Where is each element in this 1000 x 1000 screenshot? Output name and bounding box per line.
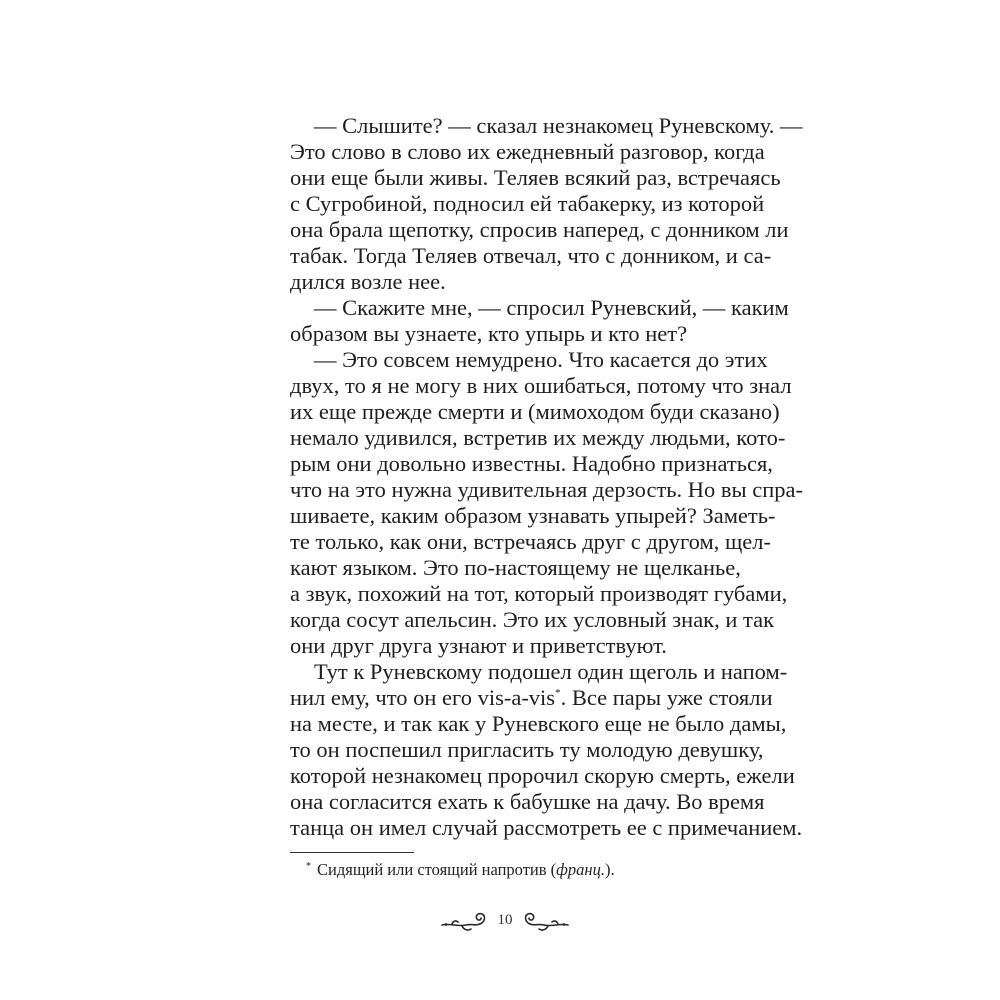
text-line: дился возле нее. (290, 269, 446, 294)
footnote-italic: франц. (556, 860, 605, 879)
text-line: они друг друга узнают и приветствуют. (290, 633, 667, 658)
text-line: образом вы узнаете, кто упырь и кто нет? (290, 321, 688, 346)
left-ornament-icon (440, 907, 488, 937)
footnote-tail: ). (604, 860, 615, 879)
text-line: — Слышите? — сказал незнакомец Руневскому. — (314, 113, 803, 138)
text-line: их еще прежде смерти и (мимоходом буди сказано) (290, 399, 780, 424)
text-line: — Это совсем немудрено. Что касается до этих (314, 347, 768, 372)
text-line: с Сугробиной, подносил ей табакерку, из которой (290, 191, 765, 216)
text-line: шиваете, каким образом узнавать упырей? Заметь- (290, 503, 776, 528)
text-line: немало удивился, встретив их между людьми, кото- (290, 425, 786, 450)
page-number: 10 (497, 912, 513, 928)
text-line: Тут к Руневскому подошел один щеголь и напом- (314, 659, 788, 684)
text-line: двух, то я не могу в них ошибаться, потому что знал (290, 373, 792, 398)
text-line: а звук, похожий на тот, который производят губами, (290, 581, 788, 606)
footnote-marker: * (306, 861, 311, 872)
text-line: танца он имел случай рассмотреть ее с примечанием. (290, 815, 803, 840)
text-line: которой незнакомец пророчил скорую смерть, ежели (290, 763, 795, 788)
text-line: кают языком. Это по-настоящему не щелканье, (290, 555, 741, 580)
text-segment: нил ему, что он его vis-a-vis (290, 685, 556, 710)
text-segment: . Все пары уже стояли (560, 685, 773, 710)
footnote-reference: * (555, 687, 561, 699)
text-line: что на это нужна удивительная дерзость. Но вы спра- (290, 477, 804, 502)
text-line: те только, как они, встречаясь друг с другом, щел- (290, 529, 771, 554)
text-line: то он поспешил пригласить ту молодую девушку, (290, 737, 764, 762)
footnote-separator (290, 852, 414, 853)
footnote (306, 856, 615, 881)
text-line: рым они довольно известны. Надобно признаться, (290, 451, 773, 476)
text-line: она согласится ехать к бабушке на дачу. Во время (290, 789, 765, 814)
text-line: они еще были живы. Теляев всякий раз, встречаясь (290, 165, 781, 190)
page-folio (440, 907, 570, 937)
text-line: — Скажите мне, — спросил Руневский, — каким (314, 295, 789, 320)
footnote-text: Сидящий или стоящий напротив ( (317, 860, 557, 879)
text-line: Это слово в слово их ежедневный разговор, когда (290, 139, 765, 164)
text-line: когда сосут апельсин. Это их условный знак, и так (290, 607, 775, 632)
text-line: табак. Тогда Теляев отвечал, что с донником, и са- (290, 243, 772, 268)
text-line: на месте, и так как у Руневского еще не было дамы, (290, 711, 787, 736)
text-line: она брала щепотку, спросив наперед, с донником ли (290, 217, 789, 242)
right-ornament-icon (522, 907, 570, 937)
